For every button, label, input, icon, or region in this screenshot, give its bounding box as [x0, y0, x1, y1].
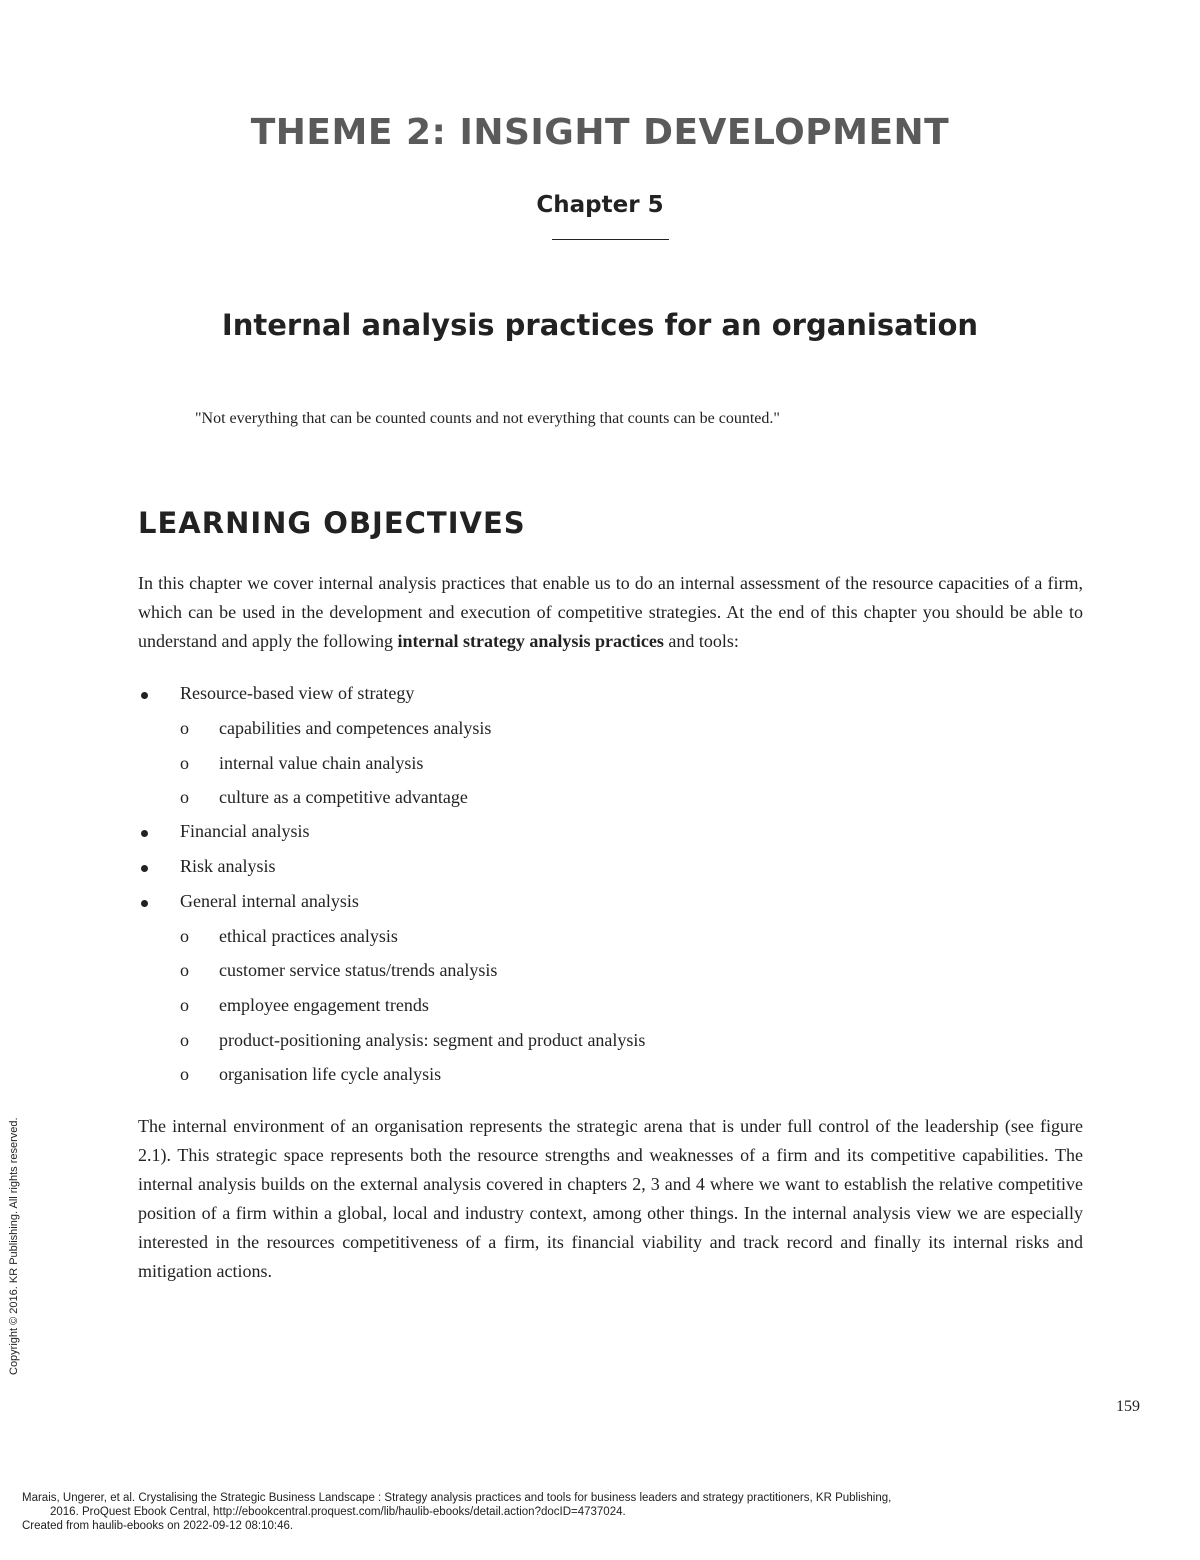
intro-paragraph — [138, 569, 1083, 656]
circle-bullet-icon: o — [180, 787, 189, 807]
epigraph-quote: "Not everything that can be counted counts and not everything that counts can be counted." — [195, 410, 780, 427]
bullet-dot-icon — [141, 692, 148, 699]
objective-text: capabilities and competences analysis — [219, 718, 492, 738]
circle-bullet-icon: o — [180, 1030, 189, 1050]
bullet-icon — [141, 886, 148, 916]
copyright-notice: Copyright © 2016. KR Publishing. All rights reserved. — [8, 1117, 20, 1375]
citation-line-3: Created from haulib-ebooks on 2022-09-12 08:10:46. — [22, 1520, 294, 1532]
bullet-icon — [141, 678, 148, 708]
objective-text: Resource-based view of strategy — [180, 683, 415, 703]
objective-text: Financial analysis — [180, 821, 310, 841]
citation-footer — [22, 1491, 1182, 1533]
objective-text: General internal analysis — [180, 891, 359, 911]
intro-text-2: and tools: — [663, 631, 739, 651]
chapter-label: Chapter 5 — [536, 192, 664, 218]
bullet-dot-icon — [141, 830, 148, 837]
circle-bullet-icon: o — [180, 926, 189, 946]
objective-text: product-positioning analysis: segment and product analysis — [219, 1030, 646, 1050]
bullet-icon — [141, 851, 148, 881]
objective-text: employee engagement trends — [219, 995, 429, 1015]
objective-text: Risk analysis — [180, 856, 276, 876]
citation-line-2: 2016. ProQuest Ebook Central, http://ebookcentral.proquest.com/lib/haulib-ebooks/detail.action?docID=4737024. — [50, 1506, 626, 1518]
objective-text: ethical practices analysis — [219, 926, 398, 946]
intro-bold-text: internal strategy analysis practices — [397, 631, 664, 651]
circle-bullet-icon: o — [180, 753, 189, 773]
section-heading-learning-objectives: LEARNING OBJECTIVES — [138, 506, 526, 540]
closing-paragraph: The internal environment of an organisation represents the strategic arena that is under full control of the leadership (see figure 2.1). This strategic space represents both the resource strengths and weaknesses of a firm and its competitive capabilities. The internal analysis builds on the external analysis covered in chapters 2, 3 and 4 where we want to establish the relative competitive position of a firm within a global, local and industry context, among other things. In the internal analysis view we are especially interested in the resources competitiveness of a firm, its financial viability and track record and finally its internal risks and mitigation actions. — [138, 1116, 1083, 1281]
page-number: 159 — [1116, 1398, 1140, 1415]
intro-text-1: In this chapter we cover internal analysis practices that enable us to do an internal assessment of the resource capacities of a firm, which can be used in the development and execution of competitive strategies. At the end of this chapter you should be able to understand and apply the following — [138, 573, 1083, 651]
objective-text: internal value chain analysis — [219, 753, 424, 773]
citation-line-1: Marais, Ungerer, et al. Crystalising the Strategic Business Landscape : Strategy analysis practices and tools for business leaders and strategy practitioners, KR Publishing, — [22, 1492, 892, 1504]
objective-text: customer service status/trends analysis — [219, 960, 498, 980]
chapter-divider — [552, 239, 669, 240]
theme-title: THEME 2: INSIGHT DEVELOPMENT — [250, 112, 950, 153]
objective-text: culture as a competitive advantage — [219, 787, 468, 807]
chapter-title: Internal analysis practices for an organisation — [221, 308, 979, 342]
circle-bullet-icon: o — [180, 1064, 189, 1084]
circle-bullet-icon: o — [180, 718, 189, 738]
circle-bullet-icon: o — [180, 995, 189, 1015]
bullet-dot-icon — [141, 865, 148, 872]
bullet-icon — [141, 816, 148, 846]
circle-bullet-icon: o — [180, 960, 189, 980]
objective-text: organisation life cycle analysis — [219, 1064, 442, 1084]
bullet-dot-icon — [141, 900, 148, 907]
